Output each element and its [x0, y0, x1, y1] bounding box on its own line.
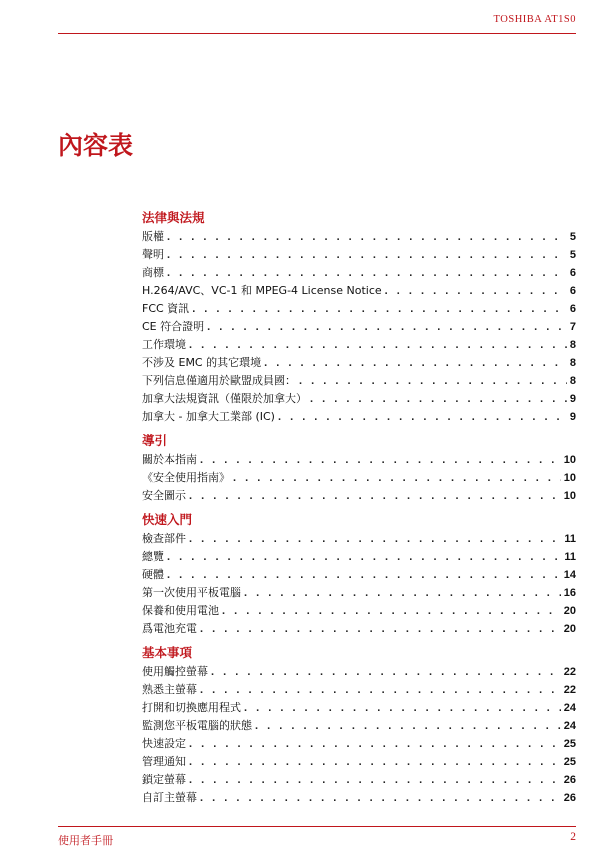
toc-section-title[interactable]: 快速入門 [142, 512, 193, 527]
toc-entry-label: 加拿大 - 加拿大工業部 (IC) [142, 410, 275, 423]
toc-entry-label: CE 符合證明 [142, 320, 205, 333]
toc-dot-leader [207, 318, 567, 336]
toc-entry-label: 工作環境 [142, 338, 186, 351]
toc-entry-label: 快速設定 [142, 737, 186, 750]
toc-entry-page: 25 [563, 738, 576, 750]
toc-entry-label: 第一次使用平板電腦 [142, 586, 241, 599]
toc-entry-page: 22 [563, 684, 576, 696]
toc-entry[interactable] [142, 372, 576, 390]
toc-entry-label: 聲明 [142, 248, 164, 261]
toc-entry-label: 版權 [142, 230, 164, 243]
toc-entry-page: 8 [569, 357, 576, 369]
toc-entry-page: 24 [563, 720, 576, 732]
toc-entry-label: 監測您平板電腦的狀態 [142, 719, 252, 732]
toc-section [142, 431, 576, 505]
toc-dot-leader [310, 390, 567, 408]
toc-section [142, 208, 576, 426]
toc-entry-page: 14 [563, 569, 576, 581]
toc-entry[interactable] [142, 584, 576, 602]
toc-dot-leader [222, 602, 561, 620]
toc-entry[interactable] [142, 246, 576, 264]
toc-dot-leader [200, 620, 561, 638]
toc-entry[interactable] [142, 699, 576, 717]
footer-page-number: 2 [570, 831, 576, 843]
toc-entry-label: 下列信息僅適用於歐盟成員國： [142, 374, 296, 387]
toc-dot-leader [189, 487, 561, 505]
toc-entry-label: H.264/AVC、VC-1 和 MPEG-4 License Notice [142, 284, 382, 297]
toc-entry-page: 8 [569, 375, 576, 387]
toc-entry[interactable] [142, 390, 576, 408]
toc-entry-page: 10 [563, 490, 576, 502]
toc-entry-page: 9 [569, 411, 576, 423]
toc-entry-page: 16 [563, 587, 576, 599]
toc-entry[interactable] [142, 300, 576, 318]
toc-entry[interactable] [142, 451, 576, 469]
toc-dot-leader [244, 699, 561, 717]
footer-divider [58, 826, 576, 827]
toc-entry-label: 商標 [142, 266, 164, 279]
toc-entry-page: 22 [563, 666, 576, 678]
toc-entry-page: 26 [563, 774, 576, 786]
toc-entry-label: 檢查部件 [142, 532, 186, 545]
toc-entry-label: 安全圖示 [142, 489, 186, 502]
toc-entry[interactable] [142, 530, 576, 548]
page-title: 內容表 [58, 131, 134, 160]
toc-entry[interactable] [142, 663, 576, 681]
toc-dot-leader [189, 336, 567, 354]
toc-entry-page: 5 [569, 231, 576, 243]
toc-entry[interactable] [142, 735, 576, 753]
toc-dot-leader [167, 264, 567, 282]
toc-entry-label: 關於本指南 [142, 453, 197, 466]
toc-entry[interactable] [142, 717, 576, 735]
toc-entry-label: 使用觸控螢幕 [142, 665, 208, 678]
table-of-contents [142, 208, 576, 812]
toc-section-title[interactable]: 導引 [142, 433, 168, 448]
toc-entry-label: 熟悉主螢幕 [142, 683, 197, 696]
toc-entry-page: 10 [563, 454, 576, 466]
toc-entry-label: 總覽 [142, 550, 164, 563]
toc-entry-page: 10 [563, 472, 576, 484]
toc-entry[interactable] [142, 771, 576, 789]
toc-entry-label: 《安全使用指南》 [142, 471, 230, 484]
toc-entry[interactable] [142, 469, 576, 487]
toc-dot-leader [189, 530, 561, 548]
toc-entry-page: 7 [569, 321, 576, 333]
toc-dot-leader [200, 681, 561, 699]
toc-entry-page: 26 [563, 792, 576, 804]
toc-entry-label: 保養和使用電池 [142, 604, 219, 617]
toc-entry[interactable] [142, 264, 576, 282]
toc-entry-page: 20 [563, 605, 576, 617]
header-divider [58, 33, 576, 34]
toc-section-title[interactable]: 法律與法規 [142, 210, 205, 225]
toc-entry-page: 6 [569, 267, 576, 279]
toc-entry-page: 20 [563, 623, 576, 635]
toc-entry[interactable] [142, 681, 576, 699]
toc-entry[interactable] [142, 282, 576, 300]
toc-entry-label: 硬體 [142, 568, 164, 581]
toc-entry-page: 11 [564, 533, 576, 545]
toc-dot-leader [167, 228, 567, 246]
toc-section [142, 510, 576, 638]
toc-entry-label: 自訂主螢幕 [142, 791, 197, 804]
toc-entry[interactable] [142, 354, 576, 372]
toc-entry[interactable] [142, 487, 576, 505]
toc-dot-leader [200, 789, 561, 807]
toc-dot-leader [211, 663, 561, 681]
toc-entry-label: 鎖定螢幕 [142, 773, 186, 786]
toc-dot-leader [192, 300, 567, 318]
toc-entry[interactable] [142, 753, 576, 771]
toc-entry[interactable] [142, 548, 576, 566]
toc-entry-page: 25 [563, 756, 576, 768]
toc-entry-label: FCC 資訊 [142, 302, 190, 315]
toc-entry[interactable] [142, 566, 576, 584]
document-header-title: TOSHIBA AT1S0 [493, 14, 576, 25]
toc-entry-page: 8 [569, 339, 576, 351]
toc-entry[interactable] [142, 408, 576, 426]
toc-dot-leader [167, 566, 561, 584]
toc-entry-page: 11 [564, 551, 576, 563]
toc-entry-label: 爲電池充電 [142, 622, 197, 635]
toc-dot-leader [255, 717, 561, 735]
toc-dot-leader [299, 372, 567, 390]
toc-dot-leader [233, 469, 561, 487]
toc-dot-leader [264, 354, 567, 372]
toc-entry-label: 管理通知 [142, 755, 186, 768]
toc-dot-leader [167, 246, 567, 264]
toc-entry[interactable] [142, 228, 576, 246]
toc-entry[interactable] [142, 789, 576, 807]
toc-dot-leader [189, 771, 561, 789]
toc-entry[interactable] [142, 318, 576, 336]
toc-dot-leader [278, 408, 567, 426]
toc-dot-leader [189, 735, 561, 753]
toc-dot-leader [385, 282, 567, 300]
toc-dot-leader [167, 548, 561, 566]
toc-entry-label: 不涉及 EMC 的其它環境 [142, 356, 262, 369]
toc-dot-leader [189, 753, 561, 771]
toc-entry[interactable] [142, 620, 576, 638]
toc-entry-page: 6 [569, 303, 576, 315]
toc-dot-leader [200, 451, 561, 469]
toc-entry-page: 6 [569, 285, 576, 297]
toc-entry-label: 打開和切換應用程式 [142, 701, 241, 714]
toc-entry-page: 5 [569, 249, 576, 261]
toc-entry-page: 24 [563, 702, 576, 714]
footer-manual-title: 使用者手冊 [58, 834, 113, 847]
toc-section [142, 643, 576, 807]
toc-entry[interactable] [142, 602, 576, 620]
toc-entry-page: 9 [569, 393, 576, 405]
toc-section-title[interactable]: 基本事項 [142, 645, 193, 660]
toc-entry-label: 加拿大法規資訊（僅限於加拿大） [142, 392, 307, 405]
toc-dot-leader [244, 584, 561, 602]
toc-entry[interactable] [142, 336, 576, 354]
